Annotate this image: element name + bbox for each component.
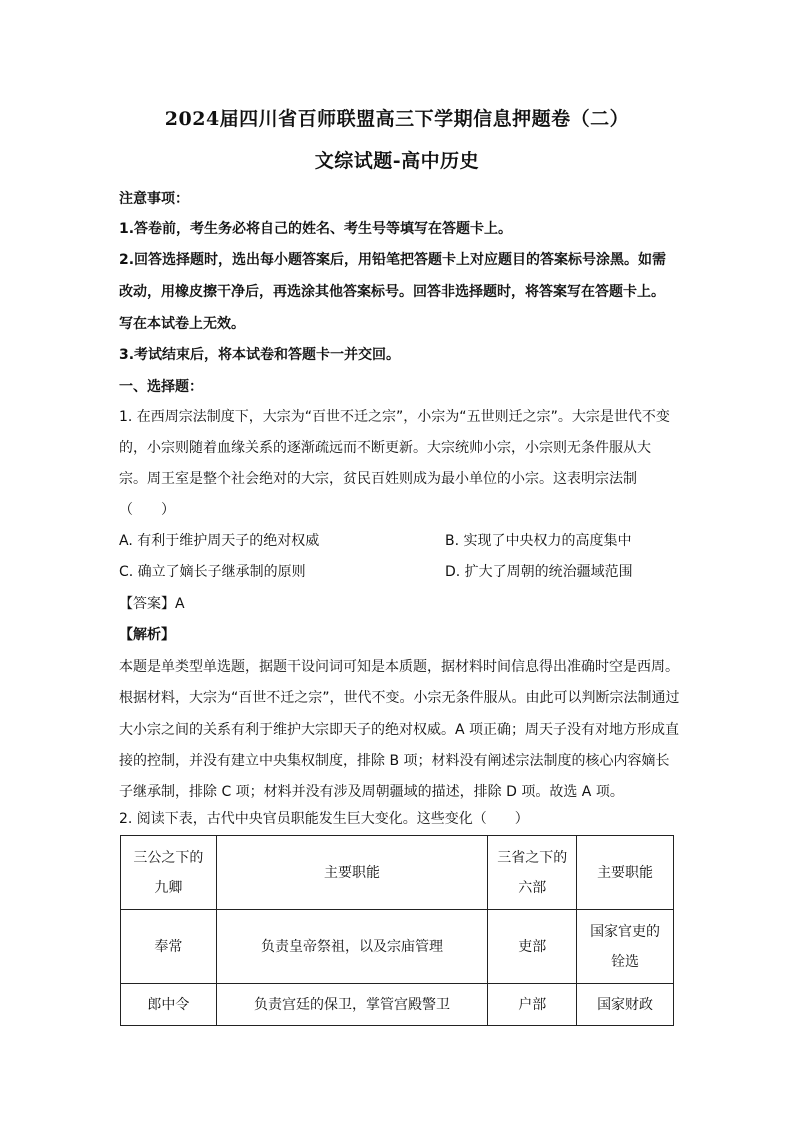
- table-row: [121, 910, 674, 984]
- analysis-heading: 【解析】: [119, 627, 175, 643]
- cell-line-2: 铨选: [611, 953, 640, 970]
- notice-item-2-line-2: 改动，用橡皮擦干净后，再选涂其他答案标号。回答非选择题时，将答案写在答题卡上。: [119, 284, 665, 300]
- question-1-stem-line-4: （ ）: [119, 502, 175, 518]
- header-six-ministries-line-1: 三省之下的: [497, 849, 568, 866]
- cell-line-1: 国家官吏的: [590, 923, 661, 940]
- table-cell: 负责宫廷的保卫，掌管宫殿警卫: [216, 984, 487, 1026]
- table-cell: 负责皇帝祭祖，以及宗庙管理: [216, 910, 487, 984]
- page-title: 2024届四川省百师联盟高三下学期信息押题卷（二）: [164, 108, 630, 130]
- notice-item-1: 1.答卷前，考生务必将自己的姓名、考生号等填写在答题卡上。: [119, 221, 513, 237]
- answer-label: 【答案】A: [119, 596, 185, 612]
- table-header-cell: 主要职能: [577, 836, 674, 910]
- notice-item-3: 3.考试结束后，将本试卷和答题卡一并交回。: [119, 347, 401, 363]
- table-row: [121, 984, 674, 1026]
- table-header-row: [121, 836, 674, 910]
- section-heading: 一、选择题：: [119, 379, 203, 395]
- question-1-stem-line-2: 的，小宗则随着血缘关系的逐渐疏远而不断更新。大宗统帅小宗，小宗则无条件服从大: [119, 440, 651, 456]
- table-cell: 国家财政: [577, 984, 674, 1026]
- analysis-line-1: 本题是单类型单选题，据题干设问词可知是本质题，据材料时间信息得出准确时空是西周。: [119, 659, 679, 675]
- question-2-stem: 2. 阅读下表，古代中央官员职能发生巨大变化。这些变化（ ）: [119, 811, 529, 827]
- question-1-stem-line-1: 1. 在西周宗法制度下，大宗为“百世不迁之宗”，小宗为“五世则迁之宗”。大宗是世代不变: [119, 409, 670, 425]
- table-header-cell: [121, 836, 217, 910]
- option-b: B. 实现了中央权力的高度集中: [445, 533, 632, 549]
- header-six-ministries-line-2: 六部: [518, 879, 547, 896]
- option-c: C. 确立了嫡长子继承制的原则: [119, 564, 306, 580]
- notice-heading: 注意事项：: [119, 191, 189, 207]
- question-1-stem-line-3: 宗。周王室是整个社会绝对的大宗，贫民百姓则成为最小单位的小宗。这表明宗法制: [119, 471, 637, 487]
- analysis-line-2: 根据材料，大宗为“百世不迁之宗”，世代不变。小宗无条件服从。由此可以判断宗法制通过: [119, 690, 680, 706]
- option-a: A. 有利于维护周天子的绝对权威: [119, 533, 320, 549]
- header-nine-ministers-line-2: 九卿: [154, 879, 183, 896]
- officials-table: [120, 835, 674, 1026]
- analysis-line-5: 子继承制，排除 C 项；材料并没有涉及周朝疆域的描述，排除 D 项。故选 A 项。: [119, 784, 624, 800]
- option-d: D. 扩大了周朝的统治疆域范围: [445, 564, 633, 580]
- analysis-line-4: 接的控制，并没有建立中央集权制度，排除 B 项；材料没有阐述宗法制度的核心内容嫡长: [119, 753, 670, 769]
- notice-item-2-line-3: 写在本试卷上无效。: [119, 316, 245, 332]
- table-cell: 郎中令: [121, 984, 217, 1026]
- page-subtitle: 文综试题-高中历史: [314, 150, 480, 172]
- header-nine-ministers-line-1: 三公之下的: [133, 849, 204, 866]
- table-header-cell: [488, 836, 577, 910]
- notice-item-2-line-1: 2.回答选择题时，选出每小题答案后，用铅笔把答题卡上对应题目的答案标号涂黑。如需: [119, 252, 667, 268]
- table-cell: [577, 910, 674, 984]
- analysis-line-3: 大小宗之间的关系有利于维护大宗即天子的绝对权威。A 项正确；周天子没有对地方形成直: [119, 722, 680, 738]
- table-cell: 吏部: [488, 910, 577, 984]
- table-cell: 奉常: [121, 910, 217, 984]
- table-cell: 户部: [488, 984, 577, 1026]
- table-header-cell: 主要职能: [216, 836, 487, 910]
